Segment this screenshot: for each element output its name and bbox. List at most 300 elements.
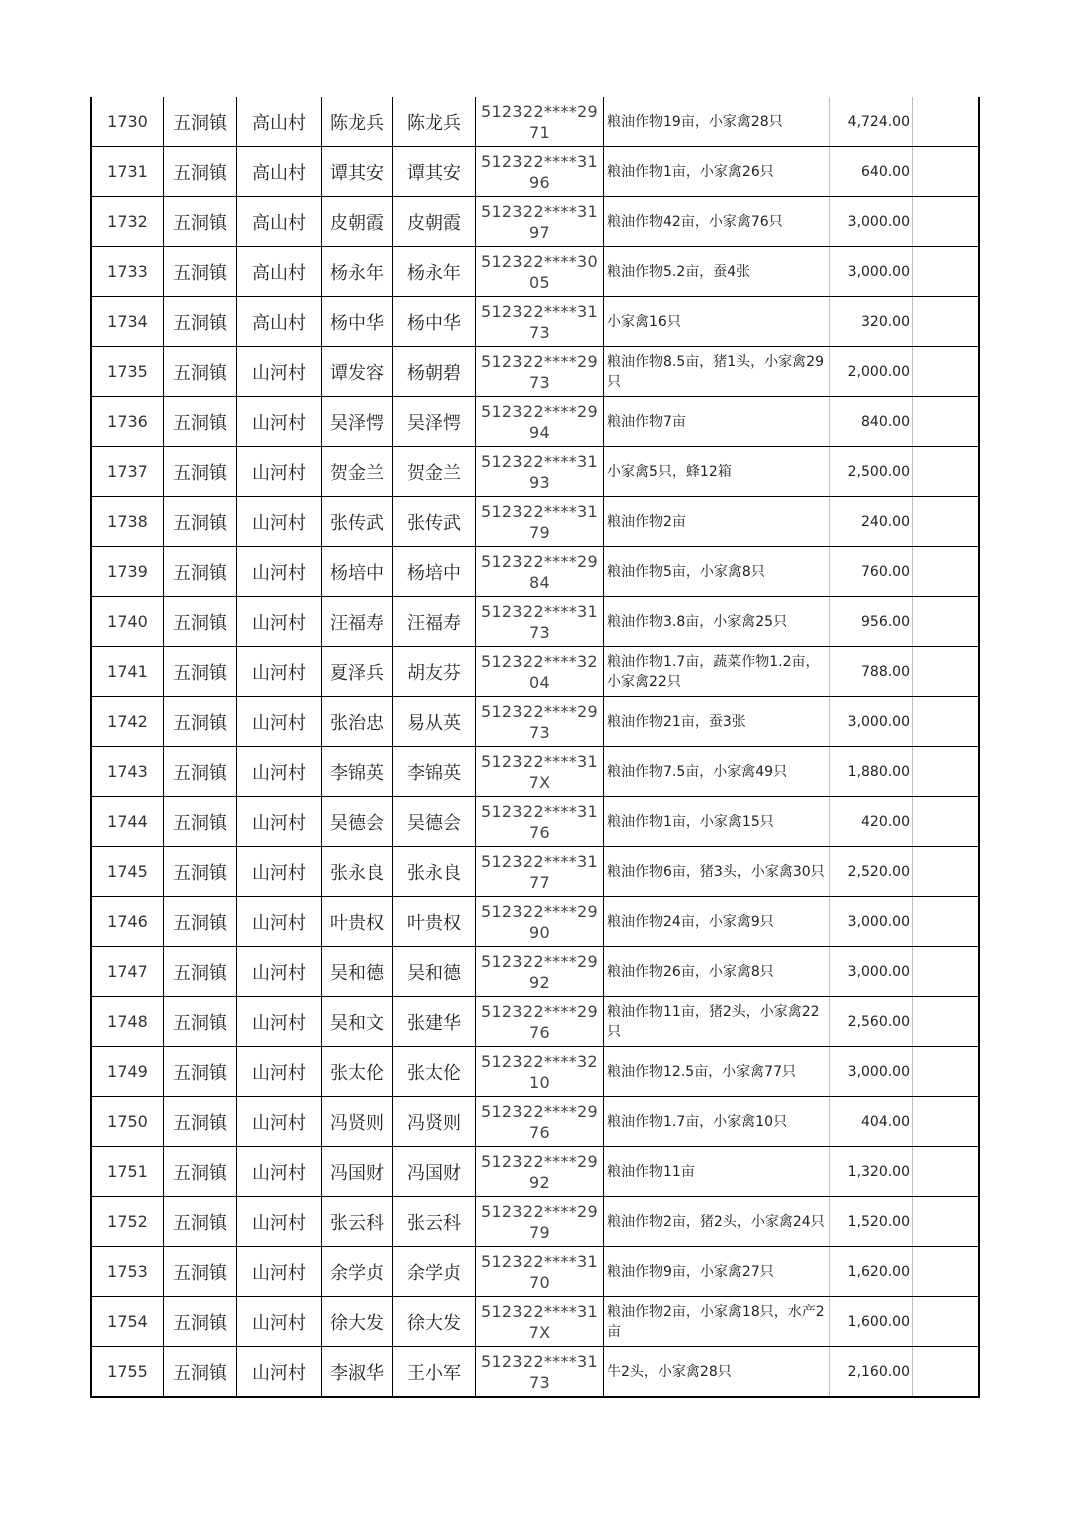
village-cell: 高山村	[237, 197, 322, 247]
id-number-line-1: 512322****29	[480, 701, 599, 721]
id-number-cell	[476, 1047, 604, 1097]
household-head-cell: 张永良	[322, 847, 393, 897]
row-number-cell: 1732	[91, 197, 164, 247]
amount-cell: 320.00	[830, 297, 913, 347]
village-cell: 山河村	[237, 1297, 322, 1347]
village-cell: 山河村	[237, 547, 322, 597]
production-description-cell: 粮油作物8.5亩，猪1头，小家禽29只	[604, 347, 830, 397]
production-description-cell: 粮油作物1.7亩，小家禽10只	[604, 1097, 830, 1147]
production-description-cell: 粮油作物7亩	[604, 397, 830, 447]
amount-cell: 2,520.00	[830, 847, 913, 897]
village-cell: 山河村	[237, 697, 322, 747]
blank-cell	[913, 147, 980, 197]
payee-name-cell: 徐大发	[393, 1297, 476, 1347]
village-cell: 山河村	[237, 847, 322, 897]
row-number-cell: 1748	[91, 997, 164, 1047]
blank-cell	[913, 1097, 980, 1147]
row-number-cell: 1731	[91, 147, 164, 197]
amount-cell: 3,000.00	[830, 197, 913, 247]
id-number-line-2: 97	[529, 222, 550, 242]
row-number-cell: 1750	[91, 1097, 164, 1147]
town-cell: 五洞镇	[164, 247, 237, 297]
id-number-line-2: 73	[529, 722, 550, 742]
village-cell: 山河村	[237, 347, 322, 397]
town-cell: 五洞镇	[164, 747, 237, 797]
id-number-line-1: 512322****32	[480, 651, 599, 671]
table-row	[91, 847, 979, 897]
id-number-cell	[476, 97, 604, 147]
row-number-cell: 1753	[91, 1247, 164, 1297]
town-cell: 五洞镇	[164, 447, 237, 497]
amount-cell: 3,000.00	[830, 947, 913, 997]
payee-name-cell: 张云科	[393, 1197, 476, 1247]
town-cell: 五洞镇	[164, 147, 237, 197]
id-number-line-2: 05	[529, 272, 550, 292]
id-number-line-1: 512322****31	[480, 201, 599, 221]
payee-name-cell: 张永良	[393, 847, 476, 897]
payee-name-cell: 汪福寿	[393, 597, 476, 647]
village-cell: 山河村	[237, 1197, 322, 1247]
amount-cell: 2,160.00	[830, 1347, 913, 1398]
id-number-line-1: 512322****31	[480, 801, 599, 821]
blank-cell	[913, 1347, 980, 1398]
table-row	[91, 97, 979, 147]
table-row	[91, 647, 979, 697]
table-row	[91, 1247, 979, 1297]
payee-name-cell: 吴泽愕	[393, 397, 476, 447]
town-cell: 五洞镇	[164, 197, 237, 247]
id-number-line-1: 512322****29	[480, 101, 599, 121]
household-head-cell: 徐大发	[322, 1297, 393, 1347]
town-cell: 五洞镇	[164, 597, 237, 647]
subsidy-table-page	[90, 97, 980, 1398]
household-head-cell: 冯国财	[322, 1147, 393, 1197]
id-number-cell	[476, 1297, 604, 1347]
blank-cell	[913, 347, 980, 397]
table-row	[91, 797, 979, 847]
amount-cell: 420.00	[830, 797, 913, 847]
town-cell: 五洞镇	[164, 1247, 237, 1297]
amount-cell: 2,000.00	[830, 347, 913, 397]
id-number-line-1: 512322****29	[480, 901, 599, 921]
amount-cell: 1,620.00	[830, 1247, 913, 1297]
household-head-cell: 吴和德	[322, 947, 393, 997]
payee-name-cell: 余学贞	[393, 1247, 476, 1297]
blank-cell	[913, 847, 980, 897]
village-cell: 山河村	[237, 597, 322, 647]
payee-name-cell: 张传武	[393, 497, 476, 547]
household-head-cell: 杨中华	[322, 297, 393, 347]
town-cell: 五洞镇	[164, 97, 237, 147]
blank-cell	[913, 747, 980, 797]
payee-name-cell: 王小军	[393, 1347, 476, 1398]
village-cell: 山河村	[237, 1347, 322, 1398]
id-number-line-1: 512322****29	[480, 1201, 599, 1221]
production-description-cell: 粮油作物21亩，蚕3张	[604, 697, 830, 747]
production-description-cell: 小家禽5只，蜂12箱	[604, 447, 830, 497]
id-number-cell	[476, 847, 604, 897]
id-number-line-1: 512322****29	[480, 1001, 599, 1021]
id-number-line-1: 512322****31	[480, 1251, 599, 1271]
payee-name-cell: 叶贵权	[393, 897, 476, 947]
table-row	[91, 547, 979, 597]
production-description-cell: 粮油作物5.2亩，蚕4张	[604, 247, 830, 297]
village-cell: 山河村	[237, 397, 322, 447]
blank-cell	[913, 1297, 980, 1347]
id-number-line-2: 10	[529, 1072, 550, 1092]
id-number-line-1: 512322****29	[480, 401, 599, 421]
id-number-line-1: 512322****31	[480, 1301, 599, 1321]
table-row	[91, 297, 979, 347]
id-number-line-1: 512322****31	[480, 151, 599, 171]
payee-name-cell: 谭其安	[393, 147, 476, 197]
household-head-cell: 陈龙兵	[322, 97, 393, 147]
household-head-cell: 李锦英	[322, 747, 393, 797]
blank-cell	[913, 897, 980, 947]
blank-cell	[913, 297, 980, 347]
id-number-cell	[476, 897, 604, 947]
row-number-cell: 1739	[91, 547, 164, 597]
id-number-cell	[476, 997, 604, 1047]
blank-cell	[913, 97, 980, 147]
row-number-cell: 1733	[91, 247, 164, 297]
id-number-line-2: 92	[529, 972, 550, 992]
town-cell: 五洞镇	[164, 947, 237, 997]
blank-cell	[913, 197, 980, 247]
id-number-cell	[476, 197, 604, 247]
subsidy-table	[90, 97, 980, 1398]
id-number-cell	[476, 297, 604, 347]
payee-name-cell: 张太伦	[393, 1047, 476, 1097]
production-description-cell: 粮油作物9亩，小家禽27只	[604, 1247, 830, 1297]
id-number-line-1: 512322****29	[480, 1101, 599, 1121]
row-number-cell: 1740	[91, 597, 164, 647]
payee-name-cell: 杨永年	[393, 247, 476, 297]
id-number-line-1: 512322****31	[480, 751, 599, 771]
village-cell: 高山村	[237, 147, 322, 197]
id-number-line-1: 512322****29	[480, 1151, 599, 1171]
id-number-line-1: 512322****32	[480, 1051, 599, 1071]
id-number-cell	[476, 1197, 604, 1247]
village-cell: 山河村	[237, 897, 322, 947]
production-description-cell: 牛2头，小家禽28只	[604, 1347, 830, 1398]
household-head-cell: 夏泽兵	[322, 647, 393, 697]
amount-cell: 4,724.00	[830, 97, 913, 147]
row-number-cell: 1746	[91, 897, 164, 947]
id-number-line-1: 512322****29	[480, 551, 599, 571]
village-cell: 山河村	[237, 1097, 322, 1147]
id-number-cell	[476, 947, 604, 997]
amount-cell: 2,560.00	[830, 997, 913, 1047]
household-head-cell: 谭其安	[322, 147, 393, 197]
table-row	[91, 1197, 979, 1247]
production-description-cell: 粮油作物1亩，小家禽15只	[604, 797, 830, 847]
row-number-cell: 1747	[91, 947, 164, 997]
household-head-cell: 汪福寿	[322, 597, 393, 647]
village-cell: 山河村	[237, 497, 322, 547]
production-description-cell: 粮油作物2亩	[604, 497, 830, 547]
town-cell: 五洞镇	[164, 697, 237, 747]
id-number-line-2: 7X	[528, 1322, 551, 1342]
amount-cell: 956.00	[830, 597, 913, 647]
id-number-cell	[476, 1097, 604, 1147]
village-cell: 高山村	[237, 297, 322, 347]
table-row	[91, 897, 979, 947]
id-number-line-1: 512322****31	[480, 1351, 599, 1371]
id-number-cell	[476, 247, 604, 297]
household-head-cell: 皮朝霞	[322, 197, 393, 247]
table-row	[91, 1097, 979, 1147]
town-cell: 五洞镇	[164, 647, 237, 697]
town-cell: 五洞镇	[164, 1347, 237, 1398]
amount-cell: 2,500.00	[830, 447, 913, 497]
town-cell: 五洞镇	[164, 997, 237, 1047]
table-row	[91, 597, 979, 647]
blank-cell	[913, 447, 980, 497]
town-cell: 五洞镇	[164, 297, 237, 347]
payee-name-cell: 杨朝碧	[393, 347, 476, 397]
production-description-cell: 粮油作物2亩，猪2头，小家禽24只	[604, 1197, 830, 1247]
row-number-cell: 1744	[91, 797, 164, 847]
id-number-line-2: 76	[529, 1122, 550, 1142]
row-number-cell: 1730	[91, 97, 164, 147]
id-number-line-2: 70	[529, 1272, 550, 1292]
household-head-cell: 张太伦	[322, 1047, 393, 1097]
id-number-line-2: 96	[529, 172, 550, 192]
table-row	[91, 697, 979, 747]
amount-cell: 1,520.00	[830, 1197, 913, 1247]
blank-cell	[913, 1247, 980, 1297]
payee-name-cell: 冯贤则	[393, 1097, 476, 1147]
amount-cell: 240.00	[830, 497, 913, 547]
blank-cell	[913, 1147, 980, 1197]
household-head-cell: 吴泽愕	[322, 397, 393, 447]
town-cell: 五洞镇	[164, 347, 237, 397]
town-cell: 五洞镇	[164, 1047, 237, 1097]
production-description-cell: 粮油作物42亩，小家禽76只	[604, 197, 830, 247]
production-description-cell: 粮油作物7.5亩，小家禽49只	[604, 747, 830, 797]
town-cell: 五洞镇	[164, 1197, 237, 1247]
amount-cell: 788.00	[830, 647, 913, 697]
production-description-cell: 粮油作物11亩	[604, 1147, 830, 1197]
village-cell: 高山村	[237, 97, 322, 147]
village-cell: 高山村	[237, 247, 322, 297]
table-row	[91, 1297, 979, 1347]
id-number-cell	[476, 747, 604, 797]
town-cell: 五洞镇	[164, 397, 237, 447]
amount-cell: 640.00	[830, 147, 913, 197]
id-number-line-2: 73	[529, 322, 550, 342]
row-number-cell: 1755	[91, 1347, 164, 1398]
blank-cell	[913, 1197, 980, 1247]
household-head-cell: 谭发容	[322, 347, 393, 397]
blank-cell	[913, 497, 980, 547]
payee-name-cell: 胡友芬	[393, 647, 476, 697]
id-number-line-2: 79	[529, 522, 550, 542]
amount-cell: 760.00	[830, 547, 913, 597]
id-number-cell	[476, 597, 604, 647]
town-cell: 五洞镇	[164, 897, 237, 947]
amount-cell: 1,880.00	[830, 747, 913, 797]
household-head-cell: 张云科	[322, 1197, 393, 1247]
id-number-line-1: 512322****29	[480, 951, 599, 971]
household-head-cell: 张传武	[322, 497, 393, 547]
table-row	[91, 1147, 979, 1197]
payee-name-cell: 李锦英	[393, 747, 476, 797]
amount-cell: 3,000.00	[830, 1047, 913, 1097]
id-number-line-2: 76	[529, 1022, 550, 1042]
payee-name-cell: 冯国财	[393, 1147, 476, 1197]
row-number-cell: 1742	[91, 697, 164, 747]
id-number-line-2: 84	[529, 572, 550, 592]
town-cell: 五洞镇	[164, 1097, 237, 1147]
id-number-line-1: 512322****31	[480, 601, 599, 621]
id-number-cell	[476, 497, 604, 547]
table-row	[91, 247, 979, 297]
amount-cell: 404.00	[830, 1097, 913, 1147]
row-number-cell: 1734	[91, 297, 164, 347]
id-number-line-2: 73	[529, 1372, 550, 1392]
row-number-cell: 1741	[91, 647, 164, 697]
village-cell: 山河村	[237, 647, 322, 697]
table-row	[91, 197, 979, 247]
household-head-cell: 吴德会	[322, 797, 393, 847]
blank-cell	[913, 997, 980, 1047]
town-cell: 五洞镇	[164, 1297, 237, 1347]
id-number-line-2: 93	[529, 472, 550, 492]
town-cell: 五洞镇	[164, 797, 237, 847]
amount-cell: 1,600.00	[830, 1297, 913, 1347]
id-number-cell	[476, 547, 604, 597]
household-head-cell: 杨永年	[322, 247, 393, 297]
id-number-cell	[476, 347, 604, 397]
town-cell: 五洞镇	[164, 497, 237, 547]
table-row	[91, 1047, 979, 1097]
table-row	[91, 147, 979, 197]
production-description-cell: 粮油作物19亩，小家禽28只	[604, 97, 830, 147]
row-number-cell: 1752	[91, 1197, 164, 1247]
payee-name-cell: 易从英	[393, 697, 476, 747]
village-cell: 山河村	[237, 947, 322, 997]
row-number-cell: 1737	[91, 447, 164, 497]
id-number-line-2: 94	[529, 422, 550, 442]
household-head-cell: 吴和文	[322, 997, 393, 1047]
row-number-cell: 1751	[91, 1147, 164, 1197]
payee-name-cell: 吴和德	[393, 947, 476, 997]
id-number-cell	[476, 1347, 604, 1398]
id-number-line-1: 512322****31	[480, 301, 599, 321]
production-description-cell: 粮油作物24亩，小家禽9只	[604, 897, 830, 947]
blank-cell	[913, 647, 980, 697]
id-number-line-2: 90	[529, 922, 550, 942]
household-head-cell: 贺金兰	[322, 447, 393, 497]
household-head-cell: 李淑华	[322, 1347, 393, 1398]
id-number-line-2: 73	[529, 622, 550, 642]
id-number-cell	[476, 797, 604, 847]
blank-cell	[913, 947, 980, 997]
production-description-cell: 粮油作物26亩，小家禽8只	[604, 947, 830, 997]
id-number-line-2: 79	[529, 1222, 550, 1242]
id-number-cell	[476, 697, 604, 747]
payee-name-cell: 贺金兰	[393, 447, 476, 497]
household-head-cell: 叶贵权	[322, 897, 393, 947]
production-description-cell: 粮油作物2亩，小家禽18只，水产2亩	[604, 1297, 830, 1347]
amount-cell: 840.00	[830, 397, 913, 447]
household-head-cell: 冯贤则	[322, 1097, 393, 1147]
amount-cell: 1,320.00	[830, 1147, 913, 1197]
village-cell: 山河村	[237, 447, 322, 497]
production-description-cell: 粮油作物3.8亩，小家禽25只	[604, 597, 830, 647]
payee-name-cell: 陈龙兵	[393, 97, 476, 147]
row-number-cell: 1738	[91, 497, 164, 547]
town-cell: 五洞镇	[164, 1147, 237, 1197]
id-number-line-1: 512322****31	[480, 501, 599, 521]
id-number-line-2: 76	[529, 822, 550, 842]
id-number-line-2: 04	[529, 672, 550, 692]
row-number-cell: 1743	[91, 747, 164, 797]
id-number-line-1: 512322****31	[480, 451, 599, 471]
row-number-cell: 1745	[91, 847, 164, 897]
table-row	[91, 997, 979, 1047]
table-row	[91, 947, 979, 997]
id-number-cell	[476, 647, 604, 697]
table-body	[91, 97, 979, 1397]
id-number-line-1: 512322****31	[480, 851, 599, 871]
id-number-cell	[476, 447, 604, 497]
table-row	[91, 1347, 979, 1398]
blank-cell	[913, 547, 980, 597]
blank-cell	[913, 797, 980, 847]
id-number-line-1: 512322****29	[480, 351, 599, 371]
payee-name-cell: 杨培中	[393, 547, 476, 597]
id-number-line-2: 77	[529, 872, 550, 892]
table-row	[91, 347, 979, 397]
row-number-cell: 1736	[91, 397, 164, 447]
id-number-line-2: 73	[529, 372, 550, 392]
table-row	[91, 447, 979, 497]
id-number-line-2: 71	[529, 122, 550, 142]
production-description-cell: 粮油作物11亩，猪2头，小家禽22只	[604, 997, 830, 1047]
production-description-cell: 粮油作物12.5亩，小家禽77只	[604, 1047, 830, 1097]
payee-name-cell: 张建华	[393, 997, 476, 1047]
payee-name-cell: 吴德会	[393, 797, 476, 847]
id-number-line-2: 7X	[528, 772, 551, 792]
village-cell: 山河村	[237, 997, 322, 1047]
row-number-cell: 1754	[91, 1297, 164, 1347]
blank-cell	[913, 397, 980, 447]
blank-cell	[913, 247, 980, 297]
village-cell: 山河村	[237, 797, 322, 847]
row-number-cell: 1735	[91, 347, 164, 397]
table-row	[91, 397, 979, 447]
blank-cell	[913, 697, 980, 747]
id-number-line-1: 512322****30	[480, 251, 599, 271]
production-description-cell: 粮油作物5亩，小家禽8只	[604, 547, 830, 597]
household-head-cell: 余学贞	[322, 1247, 393, 1297]
payee-name-cell: 皮朝霞	[393, 197, 476, 247]
amount-cell: 3,000.00	[830, 247, 913, 297]
blank-cell	[913, 597, 980, 647]
production-description-cell: 粮油作物1亩，小家禽26只	[604, 147, 830, 197]
town-cell: 五洞镇	[164, 547, 237, 597]
id-number-cell	[476, 147, 604, 197]
amount-cell: 3,000.00	[830, 697, 913, 747]
table-row	[91, 497, 979, 547]
blank-cell	[913, 1047, 980, 1097]
village-cell: 山河村	[237, 1147, 322, 1197]
id-number-cell	[476, 1247, 604, 1297]
town-cell: 五洞镇	[164, 847, 237, 897]
